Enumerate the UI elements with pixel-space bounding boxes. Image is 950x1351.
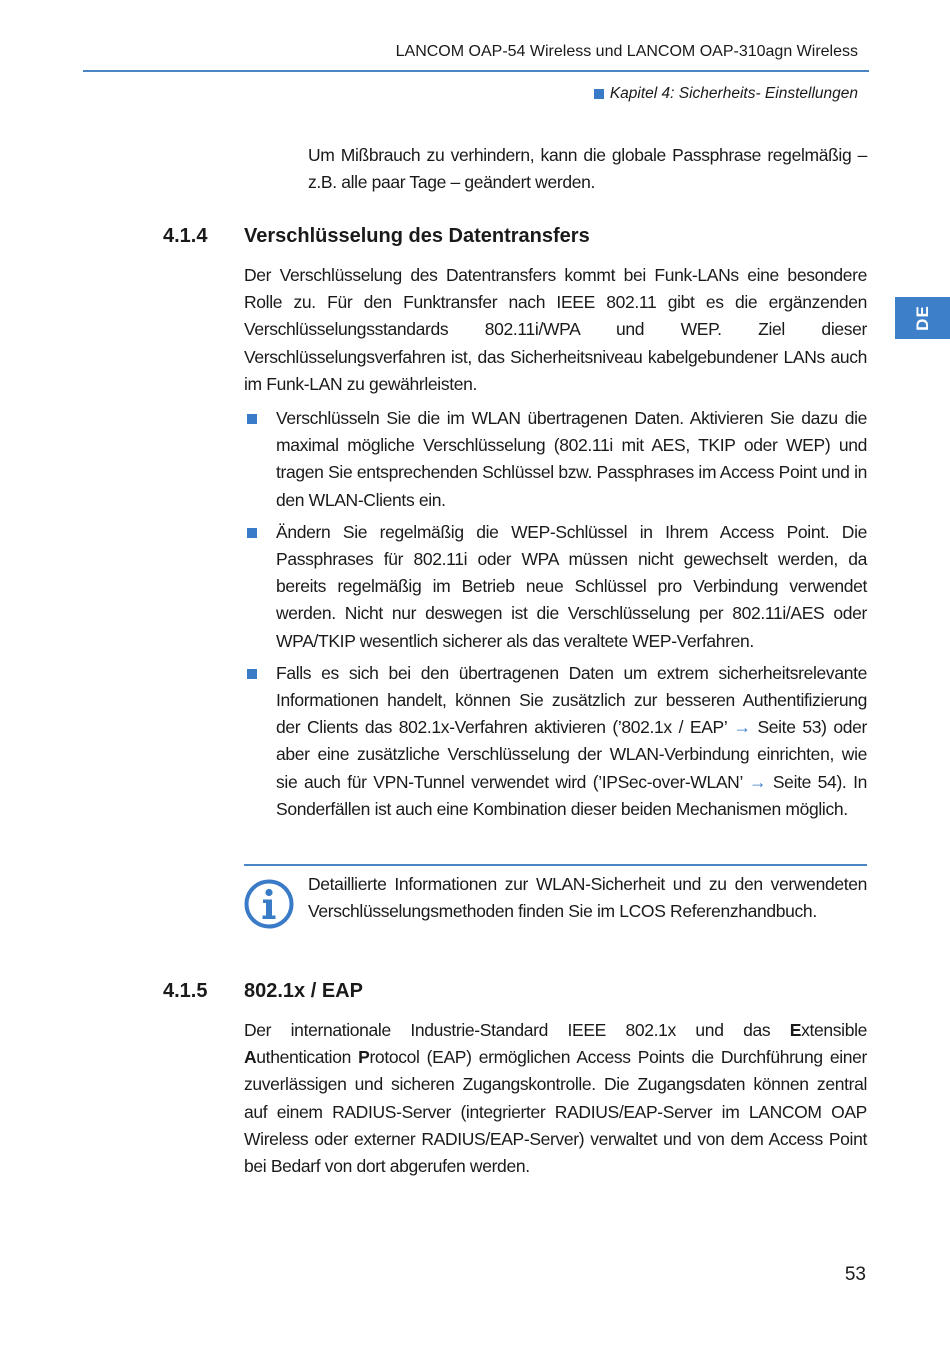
arrow-right-icon: → bbox=[733, 717, 751, 738]
page-number: 53 bbox=[844, 1264, 866, 1285]
info-icon bbox=[243, 878, 295, 930]
square-bullet-icon bbox=[247, 414, 257, 424]
list-item-text: Seite 53) oder aber eine zusätzliche Verschlüsselung der WLAN-Verbindung einrichten, wie sie auch für VPN-Tunnel verwendet wird (’IPSec-over-WLAN’ bbox=[276, 717, 867, 792]
chapter-label: Kapitel 4: Sicherheits- Einstellungen bbox=[609, 85, 858, 102]
language-tab bbox=[895, 297, 950, 339]
list-item bbox=[244, 519, 867, 655]
arrow-right-icon: → bbox=[749, 771, 767, 792]
square-bullet-icon bbox=[247, 669, 257, 679]
paragraph-text: rotocol (EAP) ermöglichen Access Points die Durchführung einer zuverlässigen und sicheren Zugangskontrolle. Die Zugangsdaten können zentral auf einem RADIUS-Server (integrierter RADIUS/EAP-Server im LANCOM OAP Wireless oder externer RADIUS/EAP-Server) verwaltet und von dem Access Point bei Bedarf von dort abgerufen werden. bbox=[244, 1047, 867, 1177]
list-item bbox=[244, 405, 867, 514]
paragraph-text: xtensible bbox=[801, 1020, 867, 1040]
list-item-text: Seite 54). In Sonderfällen ist auch eine Kombination dieser beiden Mechanismen möglich. bbox=[276, 771, 868, 819]
page-header-title: LANCOM OAP-54 Wireless und LANCOM OAP-310agn Wireless bbox=[395, 43, 858, 60]
list-item-text: Ändern Sie regelmäßig die WEP-Schlüssel in Ihrem Access Point. Die Passphrases für 802.11i oder WPA müssen nicht gewechselt werden, da bereits regelmäßig im Betrieb neue Schlüssel pro Verbindung verwendet werden. Nicht nur deswegen ist die Verschlüsselung per 802.11i/AES oder WPA/TKIP wesentlich sicherer als das veraltete WEP-Verfahren. bbox=[276, 521, 867, 651]
acronym-letter: E bbox=[789, 1020, 802, 1040]
language-tab-label: DE bbox=[912, 305, 932, 331]
section-title: 802.1x / EAP bbox=[244, 980, 363, 1002]
info-rule bbox=[244, 864, 867, 866]
list-item-text: Verschlüsseln Sie die im WLAN übertragenen Daten. Aktivieren Sie dazu die maximal mögliche Verschlüsselung (802.11i mit AES, TKIP oder WEP) und tragen Sie entsprechenden Schlüssel bzw. Passphrases im Access Point und in den WLAN-Clients ein. bbox=[276, 408, 867, 510]
section-number: 4.1.4 bbox=[163, 225, 208, 247]
chapter-indicator bbox=[594, 83, 858, 105]
section-number: 4.1.5 bbox=[163, 980, 208, 1002]
bullet-list bbox=[244, 405, 867, 828]
paragraph-text: Der internationale Industrie-Standard IEEE 802.1x und das bbox=[244, 1020, 790, 1040]
paragraph-text: uthentication bbox=[256, 1047, 359, 1068]
acronym-letter: P bbox=[358, 1047, 370, 1068]
section-4-1-4-paragraph: Der Verschlüsselung des Datentransfers kommt bei Funk-LANs eine besondere Rolle zu. Für den Funktransfer nach IEEE 802.11 gibt es die ergänzenden Verschlüsselungsstandards 802.11i/WPA und WEP. Ziel dieser Verschlüsselungsverfahren ist, das Sicherheitsniveau kabelgebundener LANs auch im Funk-LAN zu gewährleisten. bbox=[244, 265, 867, 394]
info-note: Detaillierte Informationen zur WLAN-Sicherheit und zu den verwendeten Verschlüsselungsmethoden finden Sie im LCOS Referenzhandbuch. bbox=[308, 874, 867, 922]
section-title: Verschlüsselung des Datentransfers bbox=[244, 225, 590, 247]
intro-paragraph: Um Mißbrauch zu verhindern, kann die globale Passphrase regelmäßig – z.B. alle paar Tage – geändert werden. bbox=[308, 145, 867, 193]
list-item-text: Falls es sich bei den übertragenen Daten um extrem sicherheitsrelevante Informationen handelt, können Sie zusätzlich zur besseren Authentifizierung der Clients das 802.1x-Verfahren aktivieren (’802.1x / EAP’ bbox=[276, 662, 867, 738]
acronym-letter: A bbox=[244, 1047, 257, 1068]
square-bullet-icon bbox=[247, 528, 257, 538]
square-bullet-icon bbox=[594, 89, 604, 99]
section-heading-4-1-5 bbox=[163, 977, 363, 1005]
header-rule bbox=[83, 70, 869, 72]
section-4-1-5-paragraph bbox=[244, 1017, 867, 1180]
section-heading-4-1-4 bbox=[163, 222, 590, 250]
list-item bbox=[244, 660, 867, 823]
